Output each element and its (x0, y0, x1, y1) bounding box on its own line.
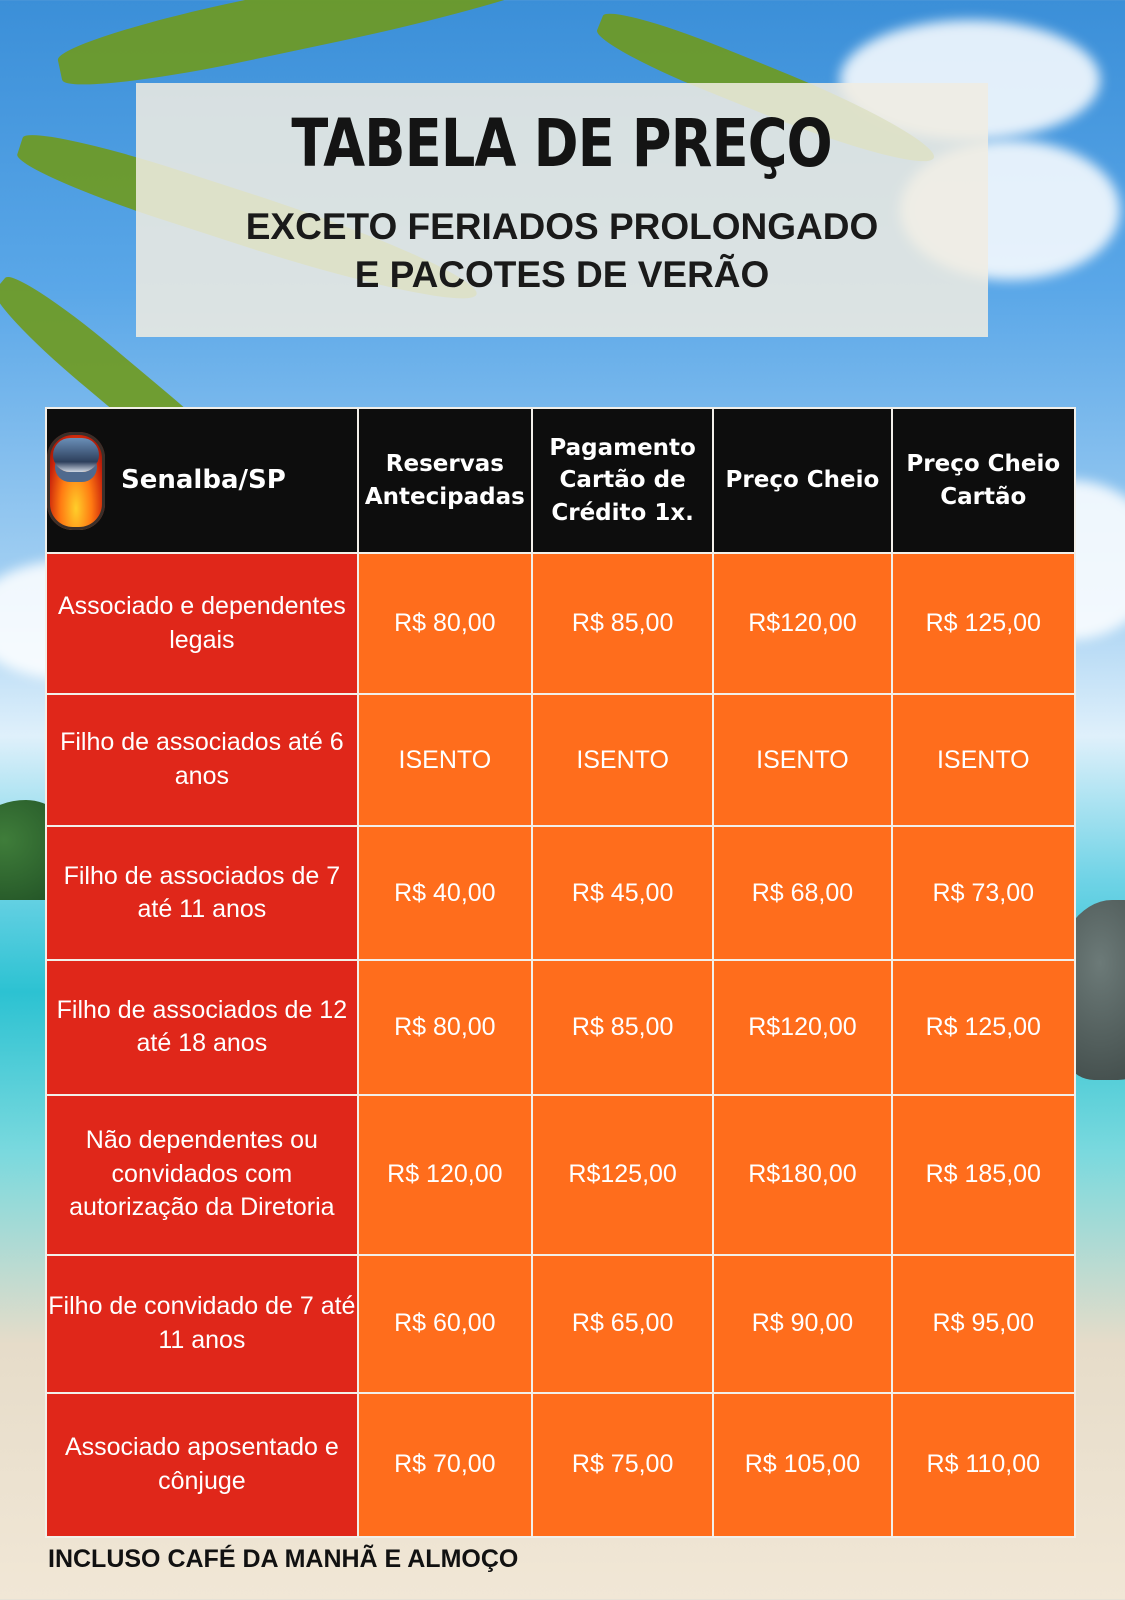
brand-name: Senalba/SP (121, 465, 286, 496)
price-cell: R$ 40,00 (358, 826, 532, 960)
price-cell: R$ 80,00 (358, 553, 532, 694)
title-panel (136, 83, 988, 337)
subtitle-line-1: EXCETO FERIADOS PROLONGADO (245, 206, 879, 247)
price-cell: R$ 60,00 (358, 1255, 532, 1393)
column-header: Preço Cheio (713, 408, 891, 553)
footer-note: INCLUSO CAFÉ DA MANHÃ E ALMOÇO (48, 1545, 519, 1573)
brand-header-cell (46, 408, 358, 553)
price-cell: R$ 73,00 (892, 826, 1075, 960)
table-row (46, 1255, 1075, 1393)
price-cell: R$ 120,00 (358, 1095, 532, 1255)
senalba-logo-icon (47, 432, 105, 530)
price-cell: R$ 45,00 (532, 826, 713, 960)
price-cell: R$ 70,00 (358, 1393, 532, 1537)
price-cell: R$125,00 (532, 1095, 713, 1255)
price-cell: R$ 80,00 (358, 960, 532, 1094)
column-header: Pagamento Cartão de Crédito 1x. (532, 408, 713, 553)
table-row (46, 553, 1075, 694)
table-row (46, 826, 1075, 960)
price-cell: ISENTO (892, 694, 1075, 826)
price-cell: R$ 185,00 (892, 1095, 1075, 1255)
column-header: Preço Cheio Cartão (892, 408, 1075, 553)
row-label: Associado e dependentes legais (46, 553, 358, 694)
row-label: Filho de associados de 12 até 18 anos (46, 960, 358, 1094)
price-table (45, 407, 1076, 1538)
price-cell: R$ 65,00 (532, 1255, 713, 1393)
price-cell: R$ 68,00 (713, 826, 891, 960)
price-cell: R$ 110,00 (892, 1393, 1075, 1537)
price-cell: ISENTO (358, 694, 532, 826)
price-cell: R$ 125,00 (892, 960, 1075, 1094)
subtitle (136, 203, 988, 299)
price-cell: ISENTO (713, 694, 891, 826)
column-header: Reservas Antecipadas (358, 408, 532, 553)
row-label: Filho de associados até 6 anos (46, 694, 358, 826)
row-label: Filho de convidado de 7 até 11 anos (46, 1255, 358, 1393)
price-cell: R$120,00 (713, 960, 891, 1094)
row-label: Associado aposentado e cônjuge (46, 1393, 358, 1537)
row-label: Filho de associados de 7 até 11 anos (46, 826, 358, 960)
price-cell: R$180,00 (713, 1095, 891, 1255)
price-cell: R$120,00 (713, 553, 891, 694)
row-label: Não dependentes ou convidados com autorização da Diretoria (46, 1095, 358, 1255)
price-cell: R$ 85,00 (532, 553, 713, 694)
price-cell: R$ 75,00 (532, 1393, 713, 1537)
table-row (46, 1095, 1075, 1255)
price-cell: R$ 105,00 (713, 1393, 891, 1537)
table-row (46, 960, 1075, 1094)
price-cell: R$ 90,00 (713, 1255, 891, 1393)
price-cell: ISENTO (532, 694, 713, 826)
price-cell: R$ 125,00 (892, 553, 1075, 694)
table-row (46, 694, 1075, 826)
price-cell: R$ 85,00 (532, 960, 713, 1094)
price-cell: R$ 95,00 (892, 1255, 1075, 1393)
table-header-row (46, 408, 1075, 553)
subtitle-line-2: E PACOTES DE VERÃO (354, 254, 770, 296)
page-title: TABELA DE PREÇO (291, 105, 833, 182)
table-row (46, 1393, 1075, 1537)
